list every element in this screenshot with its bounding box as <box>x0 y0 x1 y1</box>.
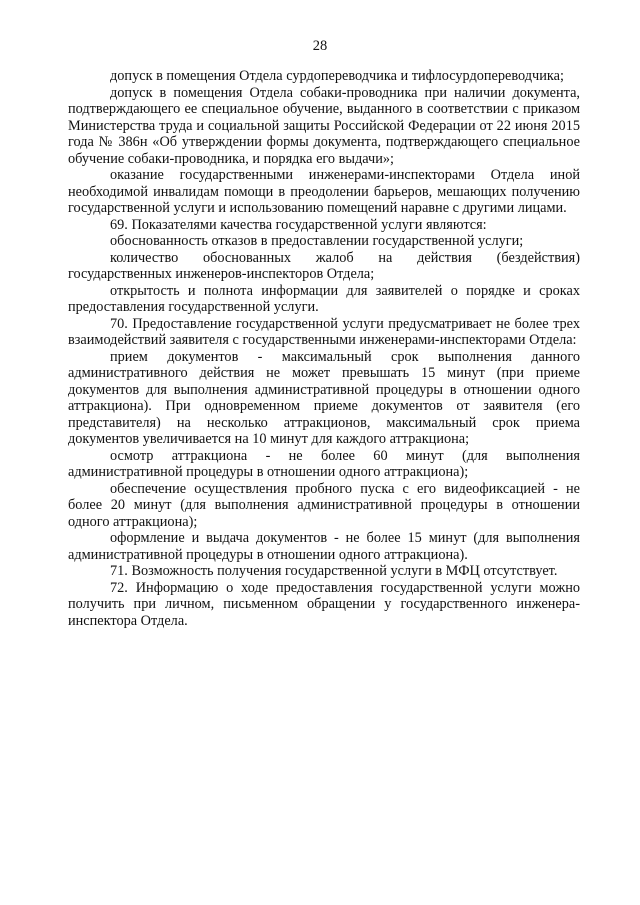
paragraph-refusal-justification: обоснованность отказов в предоставлении государственной услуги; <box>110 233 524 249</box>
paragraph-sign-interpreter-access: допуск в помещения Отдела сурдопереводчика и тифлосурдопереводчика; <box>110 68 564 84</box>
paragraph-guide-dog-access: допуск в помещения Отдела собаки-проводника при наличии документа, подтверждающего ее специальное обучение, выданного в соответствии с приказом Министерства труда и социальной защиты Российской Федерации от 22 июня 2015 года № 386н «Об утверждении формы документа, подтверждающего специальное обучение собаки-проводника, и порядка его выдачи»; <box>68 84 580 167</box>
paragraph-information-openness: открытость и полнота информации для заявителей о порядке и сроках предоставления государственной услуги. <box>68 282 580 315</box>
paragraph-72-progress-info: 72. Информацию о ходе предоставления государственной услуги можно получить при личном, письменном обращении у государственного инженера-инспектора Отдела. <box>68 579 580 629</box>
paragraph-70-interactions: 70. Предоставление государственной услуги предусматривает не более трех взаимодействий заявителя с государственными инженерами-инспекторами Отдела: <box>68 315 580 348</box>
paragraph-attraction-inspection: осмотр аттракциона - не более 60 минут (для выполнения административной процедуры в отношении одного аттракциона); <box>68 447 580 480</box>
paragraph-document-issuance: оформление и выдача документов - не более 15 минут (для выполнения административной процедуры в отношении одного аттракциона). <box>68 530 580 563</box>
page-number: 28 <box>312 38 328 54</box>
paragraph-complaints-count: количество обоснованных жалоб на действия (бездействия) государственных инженеров-инспекторов Отдела; <box>68 249 580 282</box>
document-body <box>68 68 580 629</box>
paragraph-69-quality-indicators: 69. Показателями качества государственной услуги являются: <box>110 216 487 233</box>
paragraph-trial-run: обеспечение осуществления пробного пуска с его видеофиксацией - не более 20 минут (для выполнения административной процедуры в отношении одного аттракциона); <box>68 480 580 530</box>
paragraph-71-mfc: 71. Возможность получения государственной услуги в МФЦ отсутствует. <box>110 563 558 579</box>
paragraph-document-reception: прием документов - максимальный срок выполнения данного административного действия не может превышать 15 минут (при приеме документов для выполнения административной процедуры в отношении одного аттракциона). При одновременном приеме документов от заявителя (его представителя) на несколько аттракционов, максимальный срок приема документов увеличивается на 10 минут для каждого аттракциона; <box>68 348 580 447</box>
paragraph-inspector-assistance: оказание государственными инженерами-инспекторами Отдела иной необходимой инвалидам помощи в преодолении барьеров, мешающих получению государственной услуги и использованию помещений наравне с другими лицами. <box>68 167 580 216</box>
